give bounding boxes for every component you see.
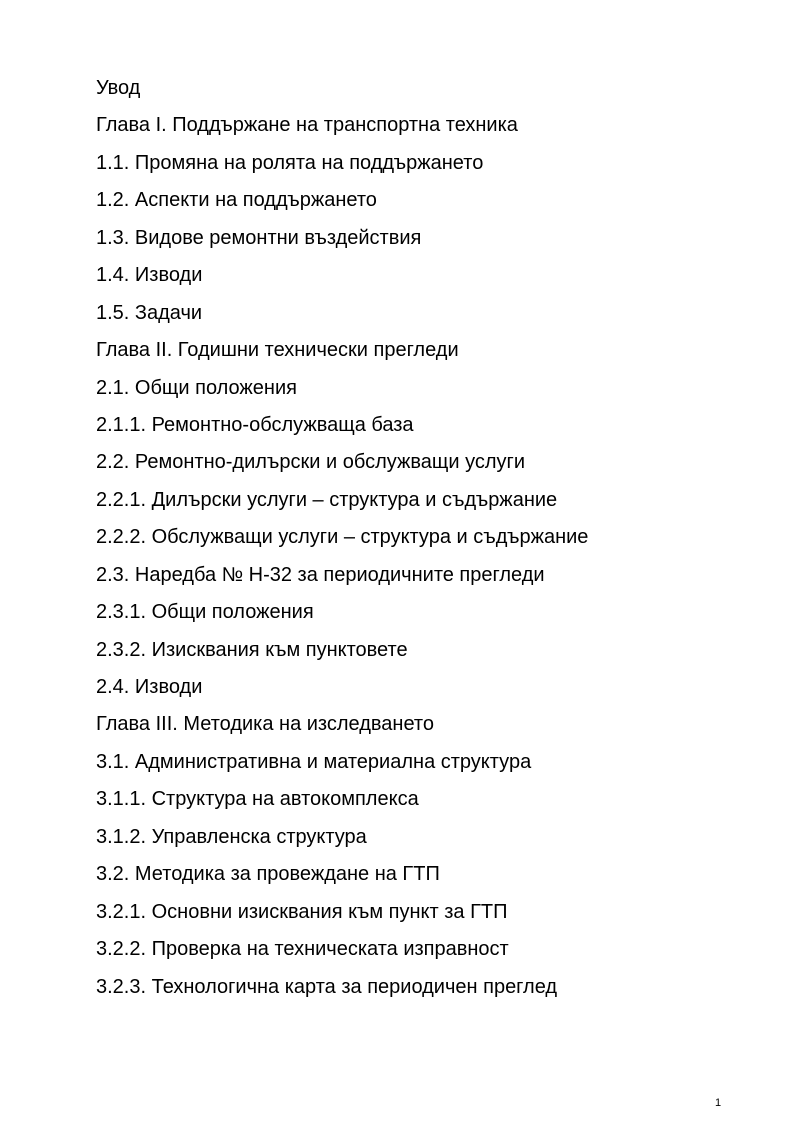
toc-entry-1-5: 1.5. Задачи (96, 301, 203, 324)
toc-entry-chapter-3: Глава III. Методика на изследването (96, 713, 434, 736)
toc-entry-3-2-2: 3.2.2. Проверка на техническата изправност (96, 938, 509, 961)
toc-entry-3-1-2: 3.1.2. Управленска структура (96, 825, 367, 848)
toc-entry-2-3-2: 2.3.2. Изисквания към пунктовете (96, 638, 408, 661)
toc-entry-chapter-2: Глава II. Годишни технически прегледи (96, 339, 459, 362)
toc-entry-1-4: 1.4. Изводи (96, 264, 203, 287)
toc-entry-1-1: 1.1. Промяна на ролята на поддържането (96, 151, 484, 174)
toc-entry-2-2-2: 2.2.2. Обслужващи услуги – структура и съдържание (96, 526, 589, 549)
toc-entry-intro: Увод (96, 77, 141, 99)
toc-entry-3-2-1: 3.2.1. Основни изисквания към пункт за ГТП (96, 900, 508, 923)
toc-entry-3-1: 3.1. Административна и материална структура (96, 750, 532, 773)
toc-entry-2-1-1: 2.1.1. Ремонтно-обслужваща база (96, 413, 414, 436)
toc-entry-2-4: 2.4. Изводи (96, 676, 203, 698)
toc-entry-chapter-1: Глава I. Поддържане на транспортна техника (96, 114, 518, 137)
toc-entry-3-2-3: 3.2.3. Технологична карта за периодичен преглед (96, 975, 558, 998)
toc-entry-3-2: 3.2. Методика за провеждане на ГТП (96, 863, 440, 886)
toc-entry-1-3: 1.3. Видове ремонтни въздействия (96, 226, 422, 249)
toc-entry-2-2: 2.2. Ремонтно-дилърски и обслужващи услуги (96, 451, 525, 474)
page-number: 1 (715, 1097, 722, 1109)
toc-entry-2-3: 2.3. Наредба № Н-32 за периодичните прегледи (96, 563, 545, 586)
table-of-contents (96, 73, 588, 1009)
toc-entry-2-2-1: 2.2.1. Дилърски услуги – структура и съдържание (96, 488, 558, 511)
toc-entry-2-1: 2.1. Общи положения (96, 376, 297, 399)
toc-entry-3-1-1: 3.1.1. Структура на автокомплекса (96, 788, 419, 811)
toc-entry-2-3-1: 2.3.1. Общи положения (96, 601, 314, 624)
toc-entry-1-2: 1.2. Аспекти на поддържането (96, 189, 377, 212)
